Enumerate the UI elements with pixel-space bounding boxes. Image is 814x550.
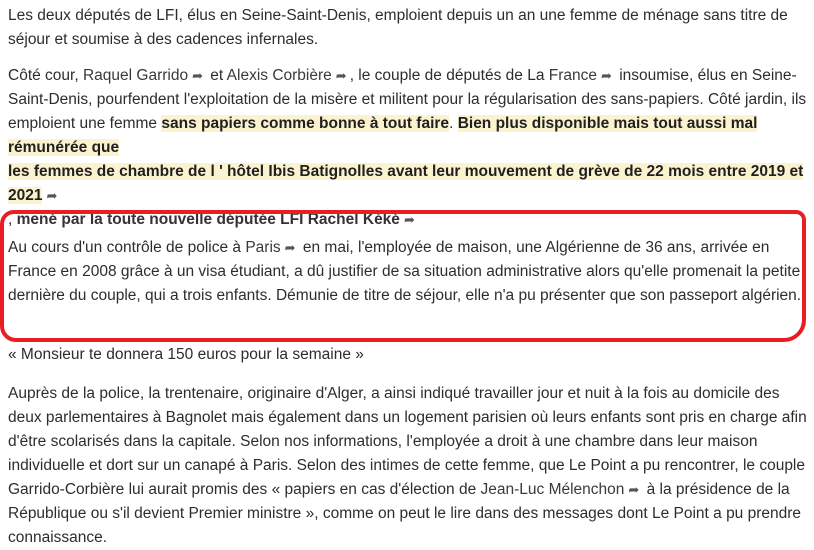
quote-text: « Monsieur te donnera 150 euros pour la semaine » (8, 346, 364, 363)
intro-text: Les deux députés de LFI, élus en Seine-Saint-Denis, emploient depuis un an une femme de ménage sans titre de séjour et soumise à des cadences infernales. (8, 7, 788, 48)
paragraph-aupres-police (8, 382, 808, 550)
paragraph-quote-heading (8, 343, 808, 367)
text-span: , (8, 211, 17, 228)
link-alexis-corbiere[interactable]: Alexis Corbière (226, 67, 332, 84)
link-rachel-keke[interactable]: mené par la toute nouvelle députée LFI Rachel Kéké (16, 211, 400, 228)
text-span: Côté cour, (8, 67, 83, 84)
text-span: et (205, 67, 227, 84)
highlight-sans-papiers: sans papiers comme bonne à tout faire (161, 115, 450, 132)
text-span: à la présidence de la République ou s'il devient Premier ministre », comme on peut le lire dans des messages dont Le Point a pu prendre connaissance. (8, 481, 802, 546)
text-span: Au cours d'un contrôle de police à (8, 239, 246, 256)
paragraph-intro (8, 4, 808, 52)
external-link-arrow-icon[interactable]: ➦ (628, 482, 640, 497)
link-france[interactable]: France (548, 67, 598, 84)
external-link-arrow-icon[interactable]: ➦ (284, 240, 296, 255)
external-link-arrow-icon[interactable]: ➦ (601, 68, 612, 83)
link-femmes-de-chambre[interactable]: les femmes de chambre de l ' hôtel Ibis Batignolles avant leur mouvement de grève de 22 mois entre 2019 et 2021 (8, 163, 804, 204)
text-span: insoumise, élus en Seine-Saint-Denis, pourfendent l'exploitation de la misère et militent pour la régularisation des sans-papiers. Côté jardin, ils emploient une femme (8, 67, 807, 132)
link-paris[interactable]: Paris (245, 239, 281, 256)
link-raquel-garrido[interactable]: Raquel Garrido (82, 67, 189, 84)
paragraph-controle-police (8, 236, 808, 308)
paragraph-cote-cour (8, 64, 808, 232)
external-link-arrow-icon[interactable]: ➦ (403, 212, 415, 227)
text-span: en mai, l'employée de maison, une Algérienne de 36 ans, arrivée en France en 2008 grâce à un visa étudiant, a dû justifier de sa situation administrative alors qu'elle promenait la petite dernière du couple, qui a trois enfants. Démunie de titre de séjour, elle n'a pu présenter que son passeport algérien. (8, 239, 802, 304)
text-span: , le couple de députés de La (349, 67, 549, 84)
text-span: . (449, 115, 458, 132)
external-link-arrow-icon[interactable]: ➦ (335, 68, 347, 83)
external-link-arrow-icon[interactable]: ➦ (46, 188, 58, 203)
external-link-arrow-icon[interactable]: ➦ (192, 68, 203, 83)
text-span: Auprès de la police, la trentenaire, originaire d'Alger, a ainsi indiqué travailler jour et nuit à la fois au domicile des deux parlementaires à Bagnolet mais également dans un logement parisien où leurs enfants sont pris en charge afin d'être scolarisés dans la capitale. Selon nos informations, l'employée a droit à une chambre dans leur maison individuelle et dort sur un canapé à Paris. Selon des intimes de cette femme, que Le Point a pu rencontrer, le couple Garrido-Corbière lui aurait promis des « papiers en cas d'élection de (8, 385, 807, 498)
highlight-remuneree: Bien plus disponible mais tout aussi mal rémunérée que (8, 115, 758, 156)
link-jean-luc-melenchon[interactable]: Jean-Luc Mélenchon (480, 481, 625, 498)
